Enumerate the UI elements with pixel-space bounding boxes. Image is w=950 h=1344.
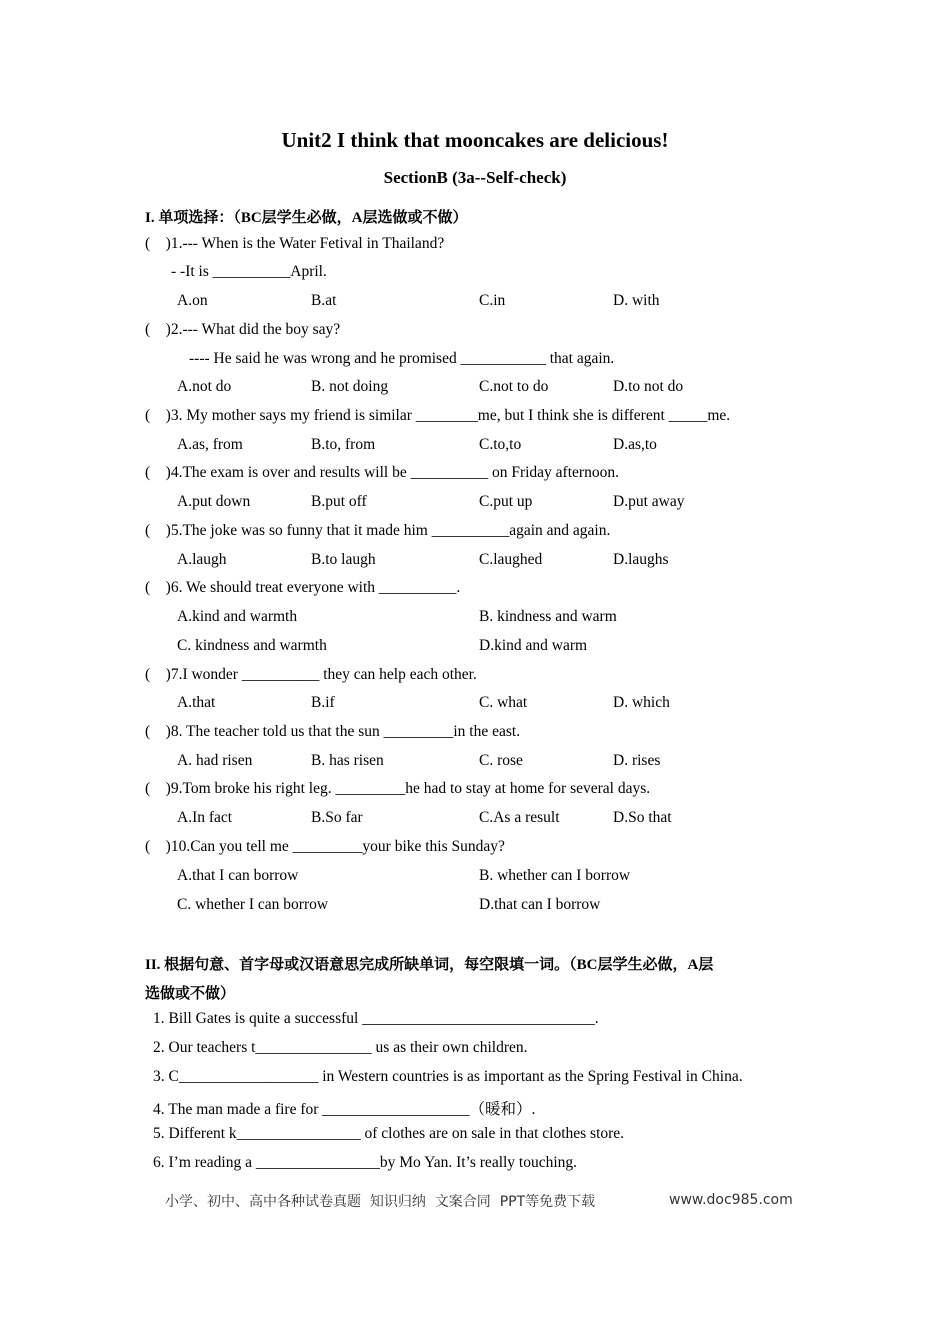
question-7-option-b: B.if — [311, 694, 335, 711]
question-6-stem: ( )6. We should treat everyone with __________. — [145, 579, 461, 596]
question-2-option-b: B. not doing — [311, 378, 389, 395]
section1-heading: I. 单项选择：（BC层学生必做，A层选做或不做） — [145, 210, 468, 226]
question-6-option-d: D.kind and warm — [479, 637, 588, 654]
question-8-stem: ( )8. The teacher told us that the sun _________in the east. — [145, 723, 521, 740]
question-7-option-c: C. what — [479, 694, 528, 711]
question-4-option-c: C.put up — [479, 493, 533, 510]
question-5-option-b: B.to laugh — [311, 551, 376, 568]
question-8-option-d: D. rises — [613, 752, 661, 769]
question-6-option-a: A.kind and warmth — [177, 608, 298, 625]
footer-text: 小学、初中、高中各种试卷真题 知识归纳 文案合同 PPT等免费下载 — [165, 1194, 596, 1210]
question-2-stem: ( )2.--- What did the boy say? — [145, 321, 341, 338]
section2-heading-line2: 选做或不做） — [145, 986, 236, 1002]
question-4-option-d: D.put away — [613, 493, 685, 510]
question-9-option-b: B.So far — [311, 809, 363, 826]
question-9-stem: ( )9.Tom broke his right leg. _________he had to stay at home for several days. — [145, 780, 651, 797]
question-1-option-c: C.in — [479, 292, 506, 309]
question-7-option-d: D. which — [613, 694, 670, 711]
question-9-option-a: A.In fact — [177, 809, 233, 826]
question-5-option-c: C.laughed — [479, 551, 543, 568]
question-10-option-c: C. whether I can borrow — [177, 896, 329, 913]
page-title: Unit2 I think that mooncakes are delicious! — [281, 128, 669, 152]
question-3-option-c: C.to,to — [479, 436, 522, 453]
question-7-option-a: A.that — [177, 694, 216, 711]
question-1-option-a: A.on — [177, 292, 208, 309]
question-2-line2: ---- He said he was wrong and he promised ___________ that again. — [189, 350, 615, 367]
question-10-option-b: B. whether can I borrow — [479, 867, 631, 884]
question-5-option-d: D.laughs — [613, 551, 669, 568]
question-8-option-c: C. rose — [479, 752, 523, 769]
question-3-option-d: D.as,to — [613, 436, 657, 453]
fill-item-2: 2. Our teachers t_______________ us as their own children. — [153, 1039, 528, 1056]
question-6-option-c: C. kindness and warmth — [177, 637, 327, 654]
question-6-option-b: B. kindness and warm — [479, 608, 617, 625]
section2-heading-line1: II. 根据句意、首字母或汉语意思完成所缺单词，每空限填一词。（BC层学生必做，A层 — [145, 957, 714, 973]
question-5-option-a: A.laugh — [177, 551, 227, 568]
question-9-option-d: D.So that — [613, 809, 672, 826]
fill-item-1: 1. Bill Gates is quite a successful ______________________________. — [153, 1010, 599, 1027]
question-3-option-b: B.to, from — [311, 436, 376, 453]
page-subtitle: SectionB (3a--Self-check) — [383, 168, 567, 187]
question-1-option-b: B.at — [311, 292, 337, 309]
question-5-stem: ( )5.The joke was so funny that it made him __________again and again. — [145, 522, 611, 539]
question-1-option-d: D. with — [613, 292, 660, 309]
question-8-option-a: A. had risen — [177, 752, 253, 769]
question-10-option-a: A.that I can borrow — [177, 867, 299, 884]
question-2-option-d: D.to not do — [613, 378, 684, 395]
question-8-option-b: B. has risen — [311, 752, 384, 769]
question-1-line2: - -It is __________April. — [171, 263, 327, 280]
question-10-stem: ( )10.Can you tell me _________your bike this Sunday? — [145, 838, 505, 855]
question-10-option-d: D.that can I borrow — [479, 896, 601, 913]
question-9-option-c: C.As a result — [479, 809, 560, 826]
footer-url: www.doc985.com — [669, 1192, 793, 1208]
question-4-stem: ( )4.The exam is over and results will be __________ on Friday afternoon. — [145, 464, 619, 481]
question-7-stem: ( )7.I wonder __________ they can help each other. — [145, 666, 477, 683]
question-3-option-a: A.as, from — [177, 436, 243, 453]
fill-item-3: 3. C__________________ in Western countries is as important as the Spring Festival in China. — [153, 1068, 743, 1085]
question-4-option-a: A.put down — [177, 493, 251, 510]
fill-item-4: 4. The man made a fire for ___________________（暖和）. — [153, 1101, 536, 1118]
question-4-option-b: B.put off — [311, 493, 367, 510]
question-2-option-c: C.not to do — [479, 378, 549, 395]
question-2-option-a: A.not do — [177, 378, 232, 395]
question-1-stem: ( )1.--- When is the Water Fetival in Thailand? — [145, 235, 445, 252]
question-3-stem: ( )3. My mother says my friend is similar ________me, but I think she is different _____me. — [145, 407, 731, 424]
fill-item-6: 6. I’m reading a ________________by Mo Yan. It’s really touching. — [153, 1154, 578, 1171]
fill-item-5: 5. Different k________________ of clothes are on sale in that clothes store. — [153, 1125, 625, 1142]
